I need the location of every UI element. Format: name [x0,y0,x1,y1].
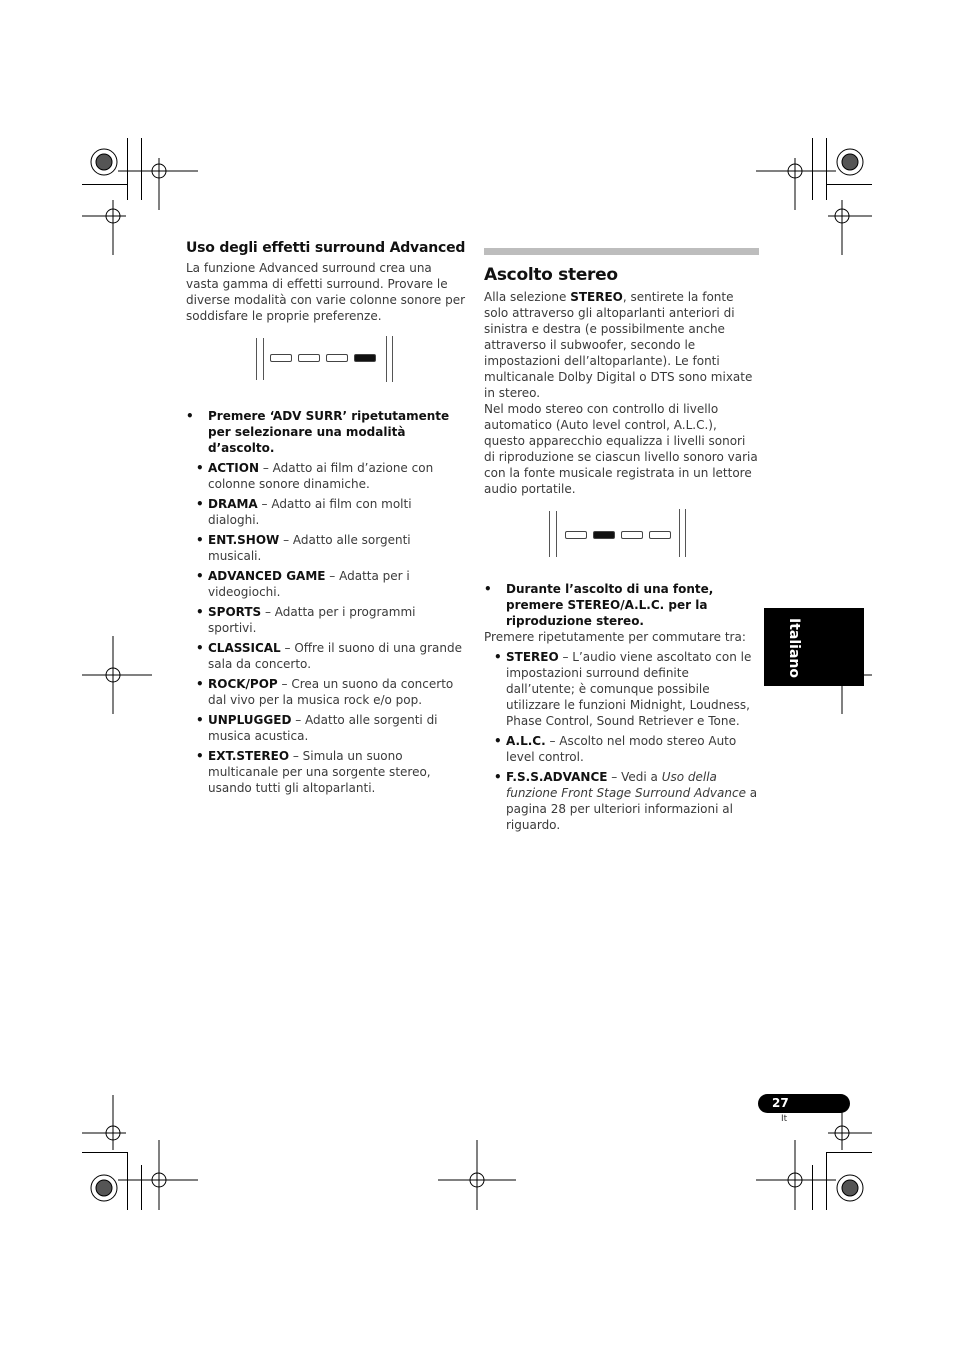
intro-paragraph: Alla selezione STEREO, sentirete la fonte solo attraverso gli altoparlanti anteriori di sinistra e destra (e possibilmente anche attraverso il subwoofer, secondo le impostazioni dell’altoparlante). Le fonti multicanale Dolby Digital o DTS sono mixate in stereo. [484,290,753,400]
crosshair-icon [828,200,872,255]
section-heading: Uso degli effetti surround Advanced [186,240,466,256]
intro-paragraph-2: Nel modo stereo con controllo di livello automatico (Auto level control, A.L.C.), questo apparecchio equalizza i livelli sonori di riproduzione se ciascun livello sonoro varia con la fonte musicale registrata in un lettore audio portatile. [484,402,758,496]
crosshair-icon [82,1095,126,1150]
page-number: 27 [772,1096,789,1110]
list-item: • EXT.STEREO – Simula un suono multicanale per una sorgente stereo, usando tutti gli altoparlanti. [196,749,431,795]
front-panel-display-illustration [256,336,396,392]
left-column [186,238,466,800]
mode-list [484,649,759,833]
starburst-icon [91,149,117,175]
list-item: • ENT.SHOW – Adatto alle sorgenti musicali. [196,533,411,563]
section-divider-bar [484,248,759,255]
list-item: • SPORTS – Adatta per i programmi sportivi. [196,605,416,635]
sub-instruction: Premere ripetutamente per commutare tra: [484,630,746,644]
intro-paragraph: La funzione Advanced surround crea una vasta gamma di effetti surround. Provare le diverse modalità con varie colonne sonore per soddisfare le proprie preferenze. [186,261,466,323]
crosshair-icon [118,1140,198,1210]
list-item: • STEREO – L’audio viene ascoltato con le impostazioni surround definite dall’utente; è comunque possibile utilizzare le funzioni Midnight, Loudness, Phase Control, Sound Retriever e Tone. [494,650,752,728]
starburst-icon [91,1175,117,1201]
crosshair-icon [756,158,836,210]
starburst-icon [837,1175,863,1201]
crosshair-icon [438,1140,516,1210]
list-item: • ACTION – Adatto ai film d’azione con colonne sonore dinamiche. [196,461,434,491]
instruction-text: Premere ‘ADV SURR’ ripetutamente per selezionare una modalità d’ascolto. [208,409,450,455]
list-item: • CLASSICAL – Offre il suono di una grande sala da concerto. [196,641,463,671]
list-item: • ADVANCED GAME – Adatta per i videogiochi. [196,569,410,599]
language-side-tab [764,608,864,686]
crosshair-icon [756,1140,836,1210]
list-item: • ROCK/POP – Crea un suono da concerto dal vivo per la musica rock e/o pop. [196,677,454,707]
section-heading: Ascolto stereo [484,265,618,285]
language-code: It [781,1114,788,1124]
instruction: • Premere ‘ADV SURR’ ripetutamente per selezionare una modalità d’ascolto. [186,408,466,456]
crosshair-icon [118,158,198,210]
list-item: • A.L.C. – Ascolto nel modo stereo Auto level control. [494,734,737,764]
right-column [484,248,759,837]
crosshair-icon [82,636,152,714]
mode-list [186,460,466,796]
instruction: • Durante l’ascolto di una fonte, premere STEREO/A.L.C. per la riproduzione stereo. [484,581,759,629]
page-number-badge [758,1094,850,1113]
list-item: • DRAMA – Adatto ai film con molti dialoghi. [196,497,412,527]
crosshair-icon [82,200,126,255]
instruction-text: Durante l’ascolto di una fonte, premere STEREO/A.L.C. per la riproduzione stereo. [506,582,714,628]
list-item: • F.S.S.ADVANCE – Vedi a Uso della funzione Front Stage Surround Advance a pagina 28 per ulteriori informazioni al riguardo. [494,770,758,832]
list-item: • UNPLUGGED – Adatto alle sorgenti di musica acustica. [196,713,438,743]
front-panel-display-illustration [549,509,689,565]
side-tab-label: Italiano [786,618,802,678]
starburst-icon [837,149,863,175]
